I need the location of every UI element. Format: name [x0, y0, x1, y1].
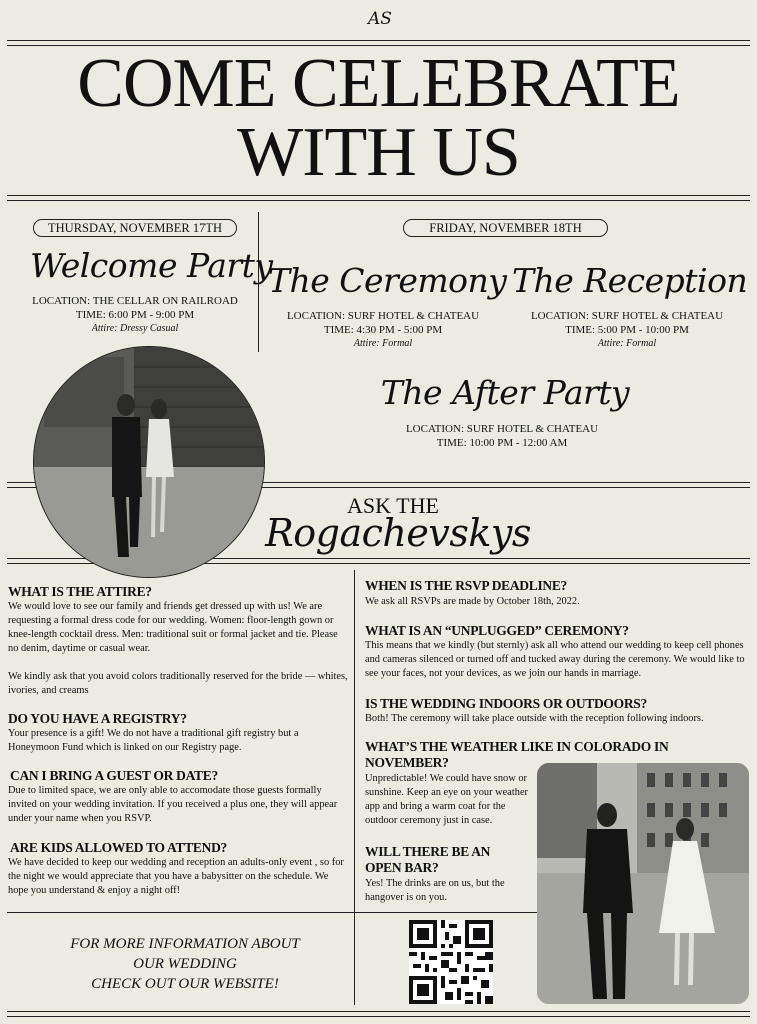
faq-registry-question: DO YOU HAVE A REGISTRY? [8, 711, 187, 726]
day2-date-pill: FRIDAY, NOVEMBER 18TH [403, 219, 608, 237]
top-rule [7, 40, 750, 41]
welcome-party-title: Welcome Party [30, 246, 273, 285]
faq-kids-answer: We have decided to keep our wedding and reception an adults-only event , so for the night we would appreciate that you have a babysitter on the schedule. We hope you understand & enjoy a night off! [8, 857, 344, 896]
cta-line-3: CHECK OUT OUR WEBSITE! [91, 976, 279, 992]
faq-registry-answer: Your presence is a gift! We do not have a traditional gift registry but a Honeymoon Fund which is linked on our Registry page. [8, 728, 299, 753]
faq-guest-answer: Due to limited space, we are only able to accomodate those guests formally invited on your wedding invitation. If you received a plus one, they will appear under your name when you RSVP. [8, 785, 338, 824]
after-party-location: LOCATION: SURF HOTEL & CHATEAU [405, 423, 599, 435]
reception-time: TIME: 5:00 PM - 10:00 PM [565, 324, 689, 336]
faq-column-divider [354, 570, 355, 1005]
after-party-time: TIME: 10:00 PM - 12:00 AM [436, 437, 568, 449]
couple-photo-street [537, 763, 749, 1004]
cta-top-rule [7, 912, 354, 913]
bottom-rule [7, 1011, 750, 1012]
faq-attire-question: WHAT IS THE ATTIRE? [8, 584, 152, 599]
reception-details [512, 309, 742, 351]
cta-line-2: OUR WEDDING [133, 956, 237, 972]
welcome-party-location: LOCATION: THE CELLAR ON RAILROAD [32, 295, 238, 307]
couple-photo-graphic [34, 347, 264, 577]
after-party-details [370, 422, 634, 450]
headline-line-2: WITH US [237, 114, 520, 191]
faq-bar-answer: Yes! The drinks are on us, but the hangover is on you. [365, 878, 505, 903]
ask-the-heading: ASK THE [347, 493, 439, 518]
headline-bottom-rule-2 [7, 200, 750, 201]
website-qr-code[interactable] [409, 920, 493, 1004]
faq-venue-question: IS THE WEDDING INDOORS OR OUTDOORS? [365, 696, 647, 711]
faq-guest-question: CAN I BRING A GUEST OR DATE? [10, 768, 218, 783]
bottom-rule-2 [7, 1016, 750, 1017]
couple-photo-circle [33, 346, 265, 578]
ceremony-attire: Attire: Formal [353, 338, 413, 349]
after-party-title: The After Party [380, 373, 630, 412]
faq-attire-answer-2: We kindly ask that you avoid colors traditionally reserved for the bride — whites, ivories, and creams [8, 671, 348, 696]
faq-weather-question: WHAT’S THE WEATHER LIKE IN COLORADO IN NOVEMBER? [365, 739, 669, 770]
welcome-party-details [20, 294, 250, 336]
day1-date-pill: THURSDAY, NOVEMBER 17TH [33, 219, 237, 237]
ceremony-title: The Ceremony [268, 261, 507, 300]
faq-unplugged-answer: This means that we kindly (but sternly) ask all who attend our wedding to keep cell phones and cameras silenced or turned off and tucked away during the ceremony. We would like to see your faces, not your devices, as we join our hands in marriage. [365, 640, 745, 679]
rogachevskys-script: Rogachevskys [265, 511, 531, 555]
ceremony-location: LOCATION: SURF HOTEL & CHATEAU [286, 310, 480, 322]
welcome-party-time: TIME: 6:00 PM - 9:00 PM [75, 309, 195, 321]
faq-rsvp-answer: We ask all RSVPs are made by October 18th, 2022. [365, 596, 580, 607]
cta-line-1: FOR MORE INFORMATION ABOUT [70, 936, 300, 952]
faq-unplugged-question: WHAT IS AN “UNPLUGGED” CEREMONY? [365, 623, 629, 638]
reception-title: The Reception [512, 261, 748, 300]
monogram-logo [368, 6, 390, 32]
faq-venue-answer: Both! The ceremony will take place outside with the reception following indoors. [365, 713, 704, 724]
ceremony-details [268, 309, 498, 351]
faq-rsvp-question: WHEN IS THE RSVP DEADLINE? [365, 578, 568, 593]
qr-top-rule [354, 912, 537, 913]
reception-location: LOCATION: SURF HOTEL & CHATEAU [530, 310, 724, 322]
headline-line-1: COME CELEBRATE [77, 45, 680, 122]
faq-weather-answer: Unpredictable! We could have snow or sunshine. Keep an eye on your weather app and bring a warm coat for the outdoor ceremony just in case. [365, 773, 529, 826]
faq-attire-answer: We would love to see our family and friends get dressed up with us! We are requesting a formal dress code for our wedding. Women: floor-length gown or knee-length cocktail dress. Men: traditional suit or formal jacket and tie. Please no denim, daytime or casual wear. [8, 601, 338, 654]
monogram-text: AS [368, 9, 392, 29]
faq-kids-question: ARE KIDS ALLOWED TO ATTEND? [10, 840, 227, 855]
qr-code-graphic [409, 920, 493, 1004]
faq-bar-question: WILL THERE BE AN OPEN BAR? [365, 844, 491, 875]
welcome-party-attire: Attire: Dressy Casual [91, 323, 179, 334]
street-photo-graphic [537, 763, 749, 1004]
reception-attire: Attire: Formal [597, 338, 657, 349]
headline-bottom-rule [7, 195, 750, 196]
ceremony-time: TIME: 4:30 PM - 5:00 PM [323, 324, 443, 336]
